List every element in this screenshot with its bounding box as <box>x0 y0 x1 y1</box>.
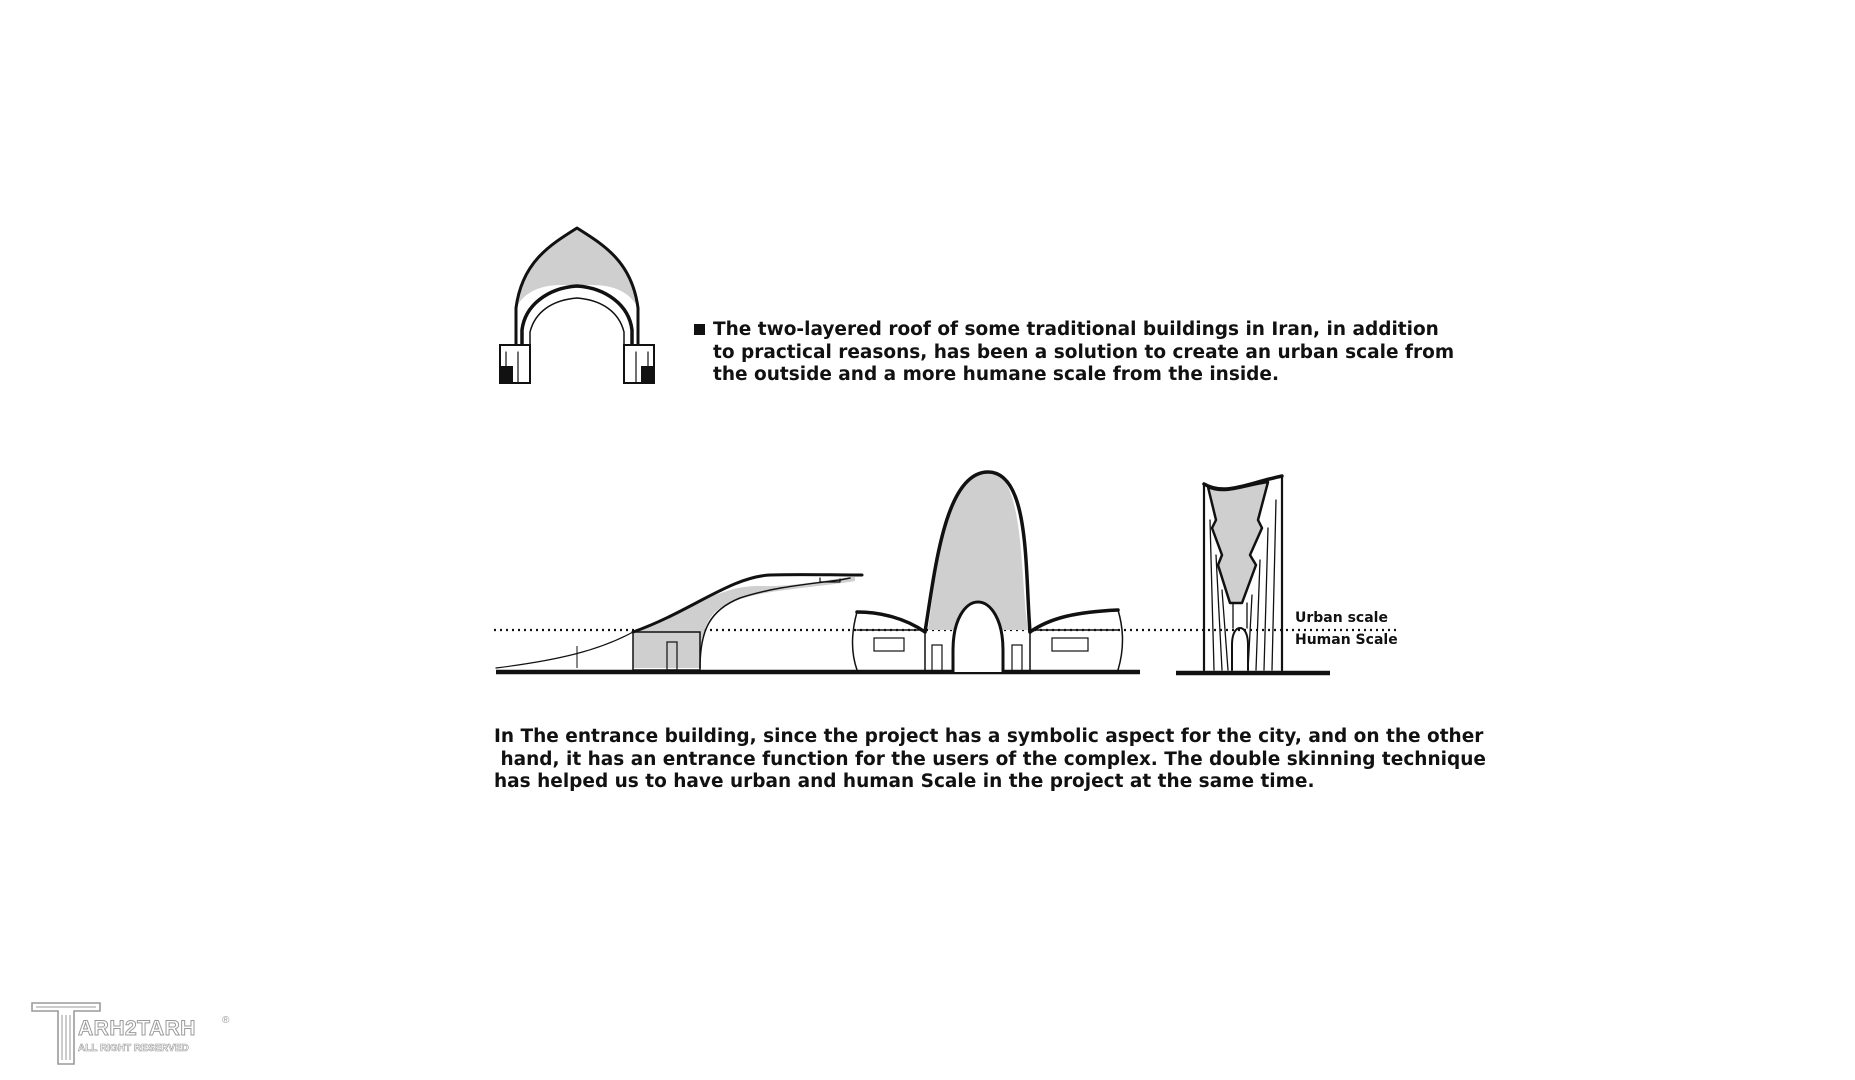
left-door <box>932 645 942 672</box>
traditional-dome-section <box>500 228 654 384</box>
inner-arch <box>953 602 1003 672</box>
tarh2tarh-logo <box>30 1000 240 1066</box>
caption-line-3: has helped us to have urban and human Scale in the project at the same time. <box>494 771 1315 792</box>
tower-top <box>1204 476 1282 489</box>
inner-dome-lines <box>530 298 624 360</box>
registered-mark: ® <box>222 1015 230 1026</box>
tower-stem <box>1233 603 1247 628</box>
intro-line-2: to practical reasons, has been a solution to create an urban scale from <box>713 341 1455 363</box>
entrance-canopy <box>496 575 862 670</box>
tower-section <box>1204 476 1282 670</box>
left-window <box>874 638 904 651</box>
canopy-underside <box>700 578 850 668</box>
intro-paragraph <box>694 319 1455 387</box>
logo-tagline: ALL RIGHT RESERVED <box>78 1043 189 1054</box>
urban-scale-label: Urban scale <box>1295 610 1388 626</box>
left-pier-base <box>500 366 513 384</box>
right-window <box>1052 638 1088 651</box>
intro-line-3: the outside and a more humane scale from the inside. <box>713 364 1280 385</box>
caption-line-1: In The entrance building, since the project has a symbolic aspect for the city, and on the other <box>494 726 1484 747</box>
entrance-main-dome <box>852 472 1122 672</box>
caption-line-2: hand, it has an entrance function for the users of the complex. The double skinning technique <box>494 748 1486 770</box>
canopy-fill <box>633 577 855 668</box>
caption-paragraph <box>494 726 1486 794</box>
human-scale-label: Human Scale <box>1295 632 1398 648</box>
bullet-square <box>694 324 705 335</box>
intro-line-1: The two-layered roof of some traditional buildings in Iran, in addition <box>713 319 1439 340</box>
tower-arch <box>1232 628 1248 670</box>
right-pier-base <box>641 366 654 384</box>
logo-wordmark: ARH2TARH <box>78 1017 196 1040</box>
ramp-line <box>496 632 633 668</box>
outer-dome-fill <box>516 228 638 308</box>
right-door <box>1012 645 1022 672</box>
